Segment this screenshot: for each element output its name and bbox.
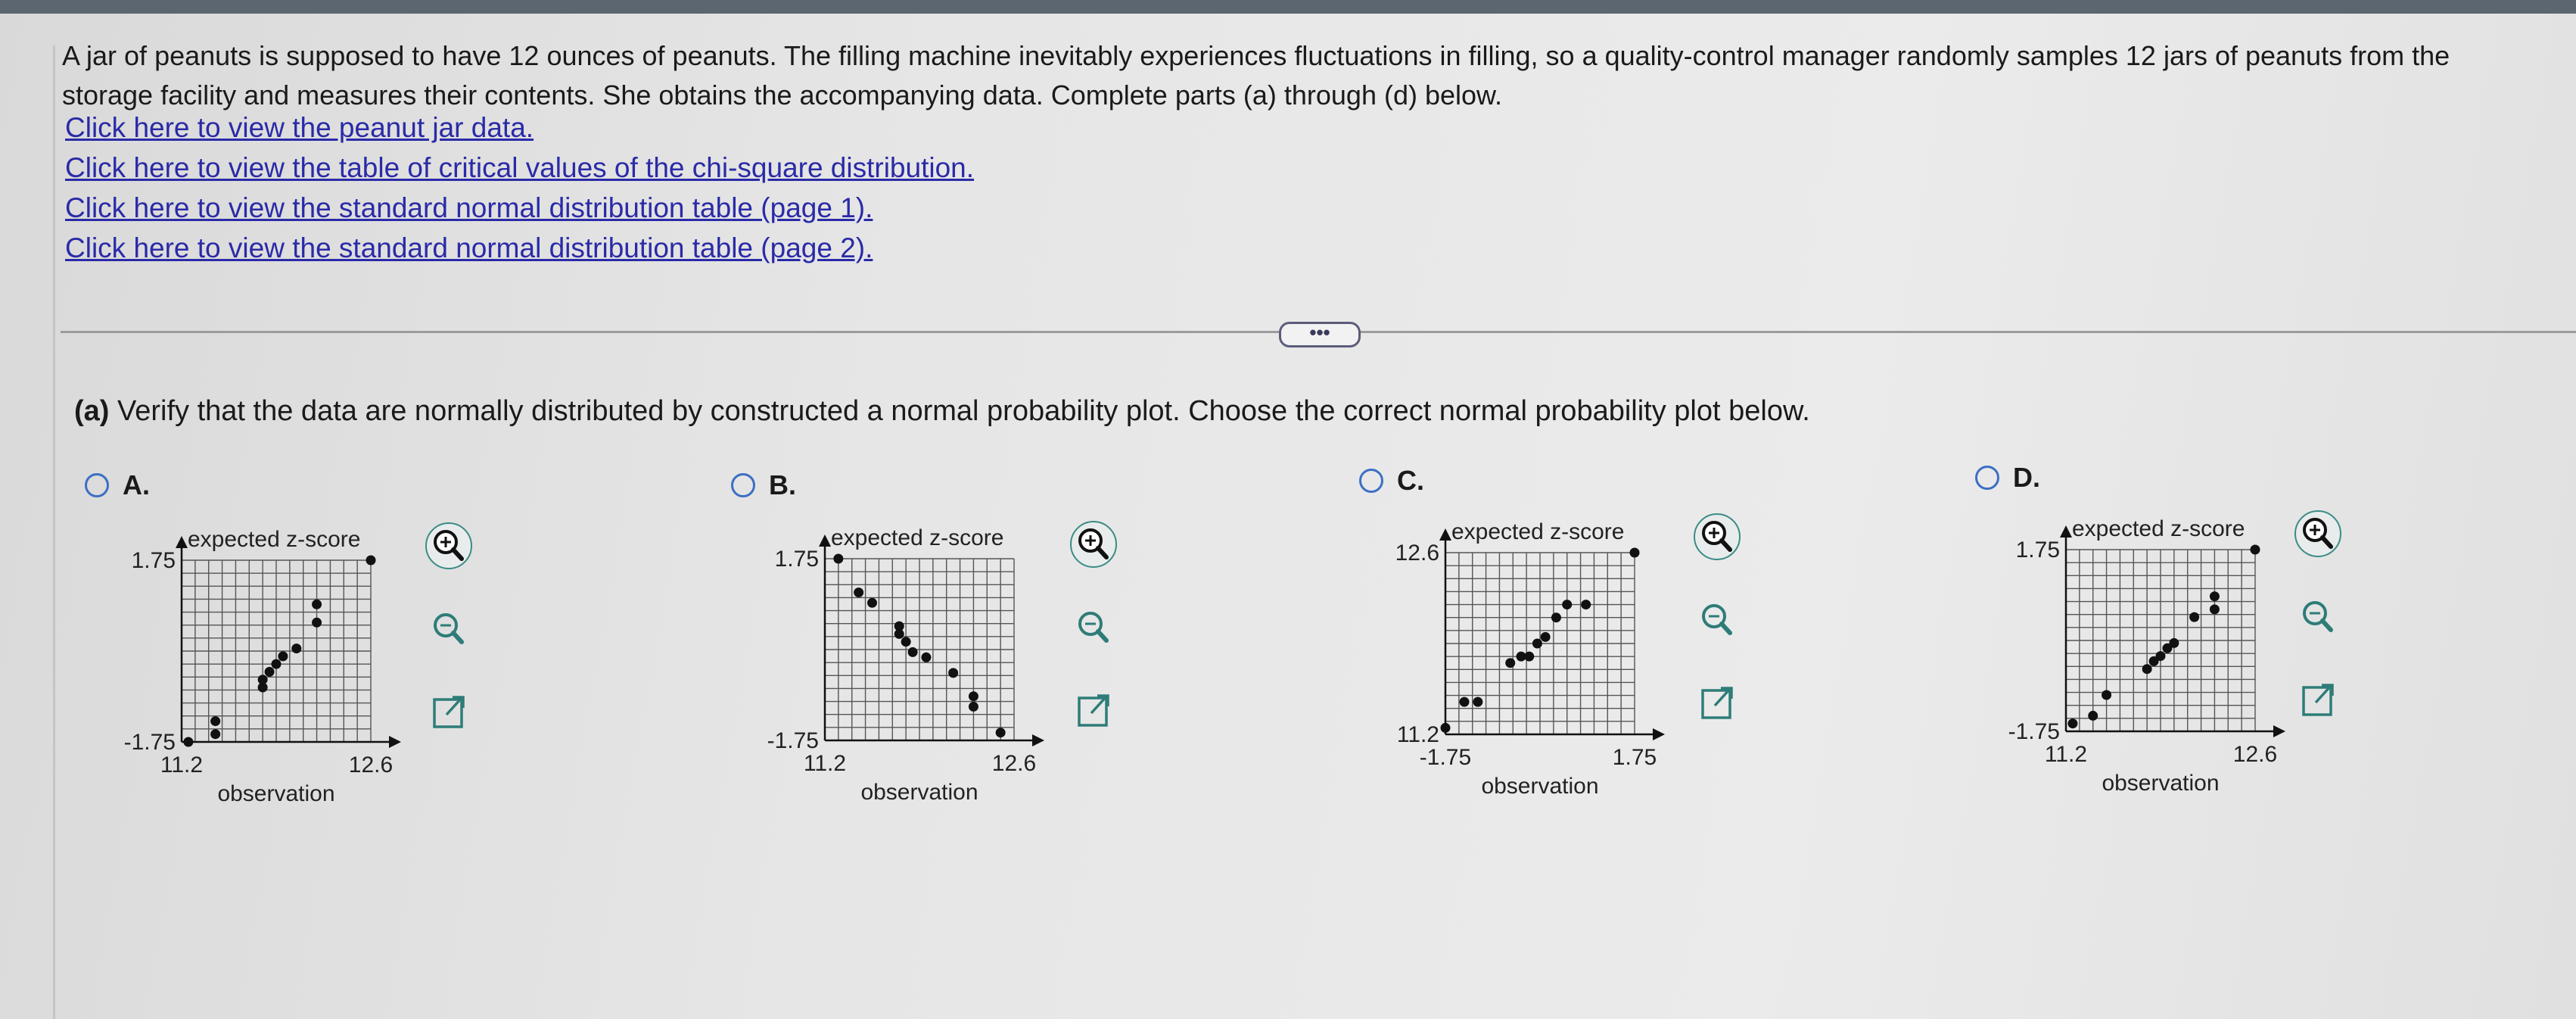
- data-point: [312, 618, 322, 628]
- zoom-in-icon[interactable]: [2293, 509, 2343, 559]
- data-point: [1630, 548, 1640, 558]
- data-point: [948, 668, 958, 678]
- data-point: [901, 637, 911, 647]
- y-tick-bottom: -1.75: [767, 728, 819, 753]
- data-point: [2067, 718, 2077, 728]
- data-point: [312, 600, 322, 609]
- y-axis-label: expected z-score: [188, 527, 361, 552]
- y-tick-bottom: -1.75: [2008, 719, 2060, 744]
- data-point: [210, 716, 220, 726]
- plot-d-svg: [1990, 512, 2278, 796]
- zoom-out-icon[interactable]: [1692, 595, 1742, 645]
- data-point: [2189, 612, 2199, 622]
- option-d-radio[interactable]: [1975, 466, 1999, 490]
- option-b-label: B.: [769, 469, 796, 500]
- data-point: [2169, 638, 2179, 648]
- zoom-in-icon[interactable]: [1692, 512, 1742, 562]
- option-d-label: D.: [2013, 462, 2040, 493]
- y-tick-bottom: -1.75: [123, 730, 176, 755]
- zoom-in-icon[interactable]: [424, 521, 474, 571]
- data-point: [366, 556, 376, 566]
- open-external-icon[interactable]: [424, 687, 474, 737]
- x-axis-label: observation: [1481, 774, 1599, 799]
- resource-links: [65, 108, 974, 268]
- data-point: [908, 647, 918, 657]
- data-point: [2210, 591, 2220, 601]
- plot-b-svg: [749, 521, 1037, 805]
- x-axis-label: observation: [217, 781, 335, 806]
- data-point: [1541, 632, 1551, 642]
- option-c-radio[interactable]: [1359, 469, 1383, 493]
- y-tick-top: 12.6: [1395, 541, 1439, 566]
- option-a-plot: [106, 522, 394, 806]
- option-a-radio[interactable]: [85, 473, 109, 497]
- part-a-prompt: [74, 395, 1810, 428]
- x-tick-left: 11.2: [803, 751, 847, 776]
- data-point: [2088, 711, 2098, 721]
- data-point: [1581, 600, 1591, 609]
- option-c-plot: [1370, 515, 1657, 799]
- y-tick-top: 1.75: [131, 548, 176, 573]
- data-point: [921, 653, 931, 662]
- data-point: [969, 691, 978, 701]
- data-point: [278, 651, 288, 661]
- y-tick-top: 1.75: [774, 547, 819, 572]
- data-point: [265, 667, 275, 677]
- y-axis-arrow: [176, 536, 188, 548]
- top-bar: [0, 0, 2576, 14]
- x-axis-arrow: [1032, 734, 1044, 746]
- y-axis-arrow: [2060, 525, 2072, 538]
- option-b-plot: [749, 521, 1037, 805]
- x-axis-label: observation: [2102, 771, 2220, 796]
- data-point: [1473, 697, 1482, 707]
- x-axis-label: observation: [860, 780, 978, 805]
- data-point: [1532, 639, 1542, 649]
- zoom-out-icon[interactable]: [2293, 592, 2343, 642]
- zoom-in-icon[interactable]: [1069, 519, 1118, 569]
- data-point: [1505, 658, 1515, 668]
- data-point: [1562, 600, 1572, 609]
- y-axis-arrow: [1439, 528, 1451, 541]
- open-external-icon[interactable]: [2293, 675, 2343, 725]
- x-axis-arrow: [2273, 725, 2285, 737]
- x-tick-right: 12.6: [991, 751, 1037, 776]
- y-tick-bottom: 11.2: [1396, 722, 1439, 747]
- data-point: [1441, 723, 1451, 733]
- expand-more-button[interactable]: •••: [1279, 322, 1361, 347]
- data-point: [2251, 545, 2260, 555]
- data-point: [291, 643, 301, 653]
- data-point: [867, 598, 877, 608]
- plot-c-svg: [1370, 515, 1657, 799]
- open-external-icon[interactable]: [1069, 686, 1118, 736]
- data-point: [833, 554, 843, 564]
- x-tick-right: 12.6: [348, 753, 394, 777]
- x-tick-right: 1.75: [1612, 745, 1657, 770]
- data-point: [2210, 604, 2220, 614]
- part-a-label: (a): [74, 395, 110, 427]
- question-text: A jar of peanuts is supposed to have 12 ounces of peanuts. The filling machine inevitably experiences fluctuations in filling, so a quality-control manager randomly samples 12 jars of peanuts from the storage facility and measures their contents. She obtains the accompanying data. Complete parts (a) through (d) below.: [62, 40, 2450, 111]
- data-point: [272, 659, 282, 669]
- data-point: [183, 737, 193, 747]
- data-point: [258, 675, 268, 684]
- y-tick-top: 1.75: [2015, 538, 2060, 562]
- option-a[interactable]: [85, 469, 150, 501]
- data-point: [1460, 697, 1470, 707]
- data-point: [1524, 652, 1534, 662]
- option-c-label: C.: [1397, 465, 1424, 496]
- data-point: [1551, 612, 1561, 622]
- x-tick-left: -1.75: [1419, 745, 1472, 770]
- open-external-icon[interactable]: [1692, 678, 1742, 728]
- x-tick-left: 11.2: [2044, 742, 2088, 767]
- y-axis-label: expected z-score: [831, 525, 1004, 550]
- data-point: [2102, 690, 2111, 700]
- data-point: [854, 587, 863, 597]
- zoom-out-icon[interactable]: [424, 604, 474, 654]
- x-tick-right: 12.6: [2232, 742, 2278, 767]
- peanut-data-link[interactable]: Click here to view the peanut jar data.: [65, 112, 534, 143]
- option-b-radio[interactable]: [731, 473, 755, 497]
- option-d-plot: [1990, 512, 2278, 796]
- y-axis-label: expected z-score: [1451, 519, 1625, 544]
- data-point: [2156, 651, 2166, 661]
- plot-a-svg: [106, 522, 394, 806]
- y-axis-label: expected z-score: [2072, 516, 2245, 541]
- data-point: [2142, 664, 2152, 674]
- chi-square-table-link[interactable]: Click here to view the table of critical values of the chi-square distribution.: [65, 152, 975, 183]
- data-point: [210, 729, 220, 739]
- x-axis-arrow: [389, 736, 401, 748]
- normal-table-page1-link[interactable]: Click here to view the standard normal distribution table (page 1).: [65, 192, 873, 223]
- data-point: [996, 728, 1006, 737]
- option-d[interactable]: [1975, 462, 2040, 494]
- option-c[interactable]: [1359, 465, 1424, 497]
- part-a-text: Verify that the data are normally distributed by constructed a normal probability plot. Choose the correct normal probability plot below.: [117, 395, 1810, 427]
- option-b[interactable]: [731, 469, 796, 501]
- x-axis-arrow: [1653, 728, 1665, 740]
- normal-table-page2-link[interactable]: Click here to view the standard normal distribution table (page 2).: [65, 232, 873, 263]
- option-a-label: A.: [123, 469, 150, 500]
- data-point: [894, 629, 904, 639]
- x-tick-left: 11.2: [160, 753, 204, 777]
- zoom-out-icon[interactable]: [1069, 603, 1118, 653]
- data-point: [969, 702, 978, 712]
- y-axis-arrow: [819, 534, 831, 547]
- left-border: [53, 45, 55, 1019]
